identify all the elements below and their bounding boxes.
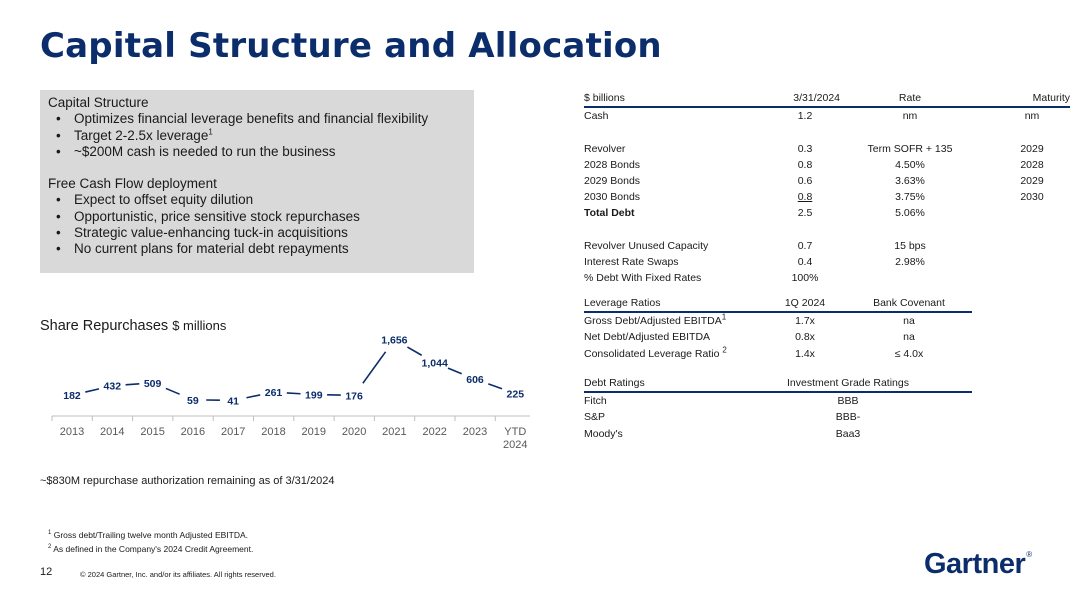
- data-label: 1,656: [381, 334, 408, 347]
- table-row: Revolver 0.3 Term SOFR + 135 2029: [584, 142, 1044, 155]
- x-tick-label: 2024: [503, 439, 528, 451]
- table-row: Fitch BBB: [584, 395, 859, 408]
- col-header: Bank Covenant: [846, 295, 972, 312]
- table-header: [584, 295, 972, 312]
- x-tick-label: 2021: [382, 426, 407, 438]
- data-label: 176: [345, 390, 363, 403]
- data-label: 432: [103, 380, 122, 393]
- series-segment: [287, 393, 301, 394]
- repurchase-note: ~$830M repurchase authorization remaining as of 3/31/2024: [40, 475, 335, 487]
- table-row: Interest Rate Swaps 0.4 2.98%: [584, 255, 925, 268]
- series-segment: [363, 352, 386, 383]
- series-segment: [246, 395, 260, 398]
- list-item: • Target 2-2.5x leverage$^1$: [56, 127, 213, 143]
- series-segment: [126, 384, 140, 385]
- table-row: Moody's Baa3: [584, 427, 861, 440]
- col-header: 1Q 2024: [764, 295, 846, 312]
- table-row: 2030 Bonds 0.8 3.75% 2030: [584, 191, 1044, 204]
- series-segment: [166, 388, 180, 394]
- leverage-table: [584, 295, 972, 362]
- data-label: 225: [506, 388, 525, 401]
- series-segment: [488, 384, 502, 389]
- data-label: 606: [466, 374, 484, 387]
- x-tick-label: 2014: [100, 426, 125, 438]
- capital-structure-box: [40, 90, 474, 273]
- table-row: S&P BBB-: [584, 411, 861, 424]
- data-label: 261: [264, 387, 283, 400]
- x-tick-label: 2017: [220, 426, 246, 438]
- series-segment: [85, 389, 99, 392]
- list-item: • Optimizes financial leverage benefits and financial flexibility: [56, 111, 429, 127]
- fcf-heading: Free Cash Flow deployment: [48, 176, 217, 192]
- data-label: 1,044: [421, 357, 448, 370]
- series-segment: [448, 368, 462, 374]
- page-number: 12: [40, 566, 53, 578]
- x-tick-label: 2016: [180, 426, 206, 438]
- x-tick-label: 2019: [301, 426, 327, 438]
- page-title: Capital Structure and Allocation: [40, 26, 662, 66]
- capital-structure-heading: Capital Structure: [48, 95, 149, 110]
- series-segment: [407, 347, 421, 355]
- x-tick-label: 2018: [261, 426, 286, 438]
- list-item: • ~$200M cash is needed to run the business: [56, 143, 336, 159]
- footnote: $^2$ As defined in the Company's 2024 Credit Agreement.: [48, 544, 254, 554]
- gartner-logo: Gartner®: [924, 548, 1032, 580]
- col-header: Leverage Ratios: [584, 295, 764, 312]
- table-row: Total Debt 2.5 5.06%: [584, 207, 925, 220]
- list-item: • No current plans for material debt repayments: [56, 241, 349, 257]
- ratings-table: [584, 375, 972, 442]
- list-item: • Strategic value-enhancing tuck-in acquisitions: [56, 225, 348, 241]
- table-row: 2028 Bonds 0.8 4.50% 2028: [584, 158, 1044, 171]
- table-header: [584, 375, 972, 392]
- col-header: Investment Grade Ratings: [764, 375, 972, 392]
- x-tick-label: 2015: [140, 426, 165, 438]
- list-item: • Opportunistic, price sensitive stock repurchases: [56, 208, 360, 224]
- debt-table: [584, 90, 1070, 286]
- col-header: 3/31/2024: [764, 90, 846, 107]
- table-row: Revolver Unused Capacity 0.7 15 bps: [584, 239, 926, 252]
- share-repurchase-chart: [40, 310, 530, 460]
- table-row: % Debt With Fixed Rates 100%: [584, 272, 819, 285]
- chart-title: Share Repurchases $ millions: [40, 318, 227, 334]
- list-item: • Expect to offset equity dilution: [56, 192, 254, 208]
- data-label: 199: [305, 389, 323, 402]
- x-tick-label: 2023: [462, 426, 488, 438]
- table-row: 2029 Bonds 0.6 3.63% 2029: [584, 175, 1044, 188]
- col-header: $ billions: [584, 90, 764, 107]
- data-label: 41: [227, 395, 240, 408]
- table-header: [584, 90, 1070, 107]
- col-header: Debt Ratings: [584, 375, 764, 392]
- table-row: Consolidated Leverage Ratio $^2$ 1.4x ≤ 4.0x: [584, 345, 924, 360]
- x-tick-label: 2020: [341, 426, 367, 438]
- data-label: 182: [63, 390, 81, 403]
- table-row: Net Debt/Adjusted EBITDA 0.8x na: [584, 331, 915, 344]
- footnote: $^1$ Gross debt/Trailing twelve month Adjusted EBITDA.: [48, 530, 249, 540]
- table-row: Cash 1.2 nm nm: [584, 110, 1040, 123]
- footnote-ref: 1: [208, 127, 213, 137]
- col-header: Rate: [846, 90, 974, 107]
- data-label: 59: [187, 394, 199, 407]
- x-tick-label: 2022: [422, 426, 447, 438]
- data-label: 509: [143, 377, 162, 390]
- copyright: © 2024 Gartner, Inc. and/or its affiliates. All rights reserved.: [80, 570, 276, 579]
- table-row: Gross Debt/Adjusted EBITDA$^1$ 1.7x na: [584, 312, 915, 328]
- col-header: Maturity: [974, 90, 1070, 107]
- x-tick-label: YTD: [504, 426, 527, 438]
- x-tick-label: 2013: [59, 426, 85, 438]
